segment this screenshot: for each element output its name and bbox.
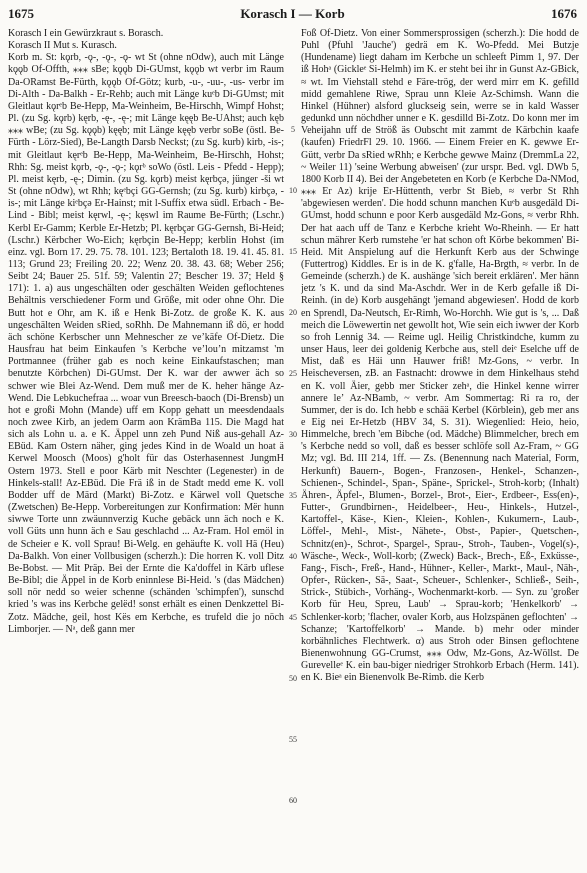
line-number: 45 xyxy=(289,613,297,622)
entry-korasch-2: Korasch II Mut s. Kurasch. xyxy=(8,40,117,52)
line-number: 40 xyxy=(289,552,297,561)
line-number: 55 xyxy=(289,735,297,744)
line-number: 35 xyxy=(289,491,297,500)
running-title: Korasch I — Korb xyxy=(240,6,345,21)
line-number: 5 xyxy=(291,125,295,134)
line-number: 15 xyxy=(289,247,297,256)
left-page-number: 1675 xyxy=(8,6,34,21)
entry-korb: Korb m. St: kǫrb, -ǫ-, -ǫ-, -ǫ- wt St (ohne nOdw), auch mit Länge kǫǫb Of-Offth, ⁎⁎⁎ sBe; kǫǫb Di-GUmst, kǫǫb wt verbr im Raum Da-ORamst Be-Fürth, kǫǫb Of-Götz; kurb, -u-, -uu-, -us- verbr im Di-Alth - Da-Balkh - Er-Rehb; auch mit Länge kuᵉb Di-GUmst; mit Gleitlaut kǫrᵉb Be-Hepp, Ma-Weinheim, Be-Hirschh, Wimpf Hohst; Pl. (zu Sg. kǫrb) kęrb, -ę-, -ę-; mit Länge kęęb Be-UAhst; auch kęb ⁎⁎⁎ wBe; (zu Sg. kǫǫb) kęęb; mit Länge kęęb verbr soBe (östl. Be-Fürth - Lörz-Sied), Be-Langth Darsb Neckst; (zu Sg. kurb) kirb, -is-; mit Gleitlaut kęrᵉb Be-Hepp, Ma-Weinheim, Be-Hirschh, Hohst; Rhh: Sg. meist kǫrb, -ǫ-, -ǫ-; kǫrᵇ soWo (östl. Leis - Pfedd - Hepp); Pl. meist kęrb, -ę-; Dimin. (zu Sg. kǫrb) meist kęrbçə, jünger -ši wt St (ohne nOdw), wt Rhh; kęᵉbçi GG-Gernsh; (zu Sg. kurb) kirbçə, -is-; mit Länge kiᵉbçə Er-Hainst; mit l-Suffix etwa südl. Erbach - Be-Lind - Bibl; meist kęrwl, -ę-; kęswl im Raume Be-Fürth; (Lschr.) Kerbl Er-Gamm; Kerble Er-Hetzb; Pl. kęrbçər GG-Gernsh, Bi-Heid; (Lschr.) Kërbcher Wo-Eich; kęrbçin Be-Hepp; kerblin Hohst (im einz. vgl. Born 17. 29. 75. 78. 101. 123; Bertaloth 18. 19. 41. 45. 81. 113; Grund 23; Freiling 20. 22; Wenz 20. 38. 43. 68; Weber 256; Seibt 24; Bauer 25. 51f. 59; Valentin 27; Bescher 19. 37; Held § 171): 1. a) aus ungeschälten oder geschälten Weiden geflochtenes Behältnis verschiedener Form und Größe, mit oder ohne Ohr. Die Butt hot e Ohr, am K. iß e Henk Bi-Zotz. de große K. K. aus ungeschälten Weiden sRied, soRhh. De Mahnemann iß dö, er hodd äch schöne Kerbscher unn Mehnescher ze veʼkäfe Of-Dietz. Die Hausfrau hat beim Einkaufen 's Kerbche veʼlouʼn mitzamst 'm Portmannee (früher gab es noch keine Einkaufstaschen; man benutzte Körbchen) Di-GUmst. Der K. war der awwer äch so schwer wie Blei Az-Wend. Dem muß mer de K. heher hänge Az-Wend. Die Lebkuchefraa ... woar vun Breesch-baoch (Di-Brensb) un hot e großi Mohn (Mande) uff em Kopp gehatt un meesdendaals noch zwee Kirb, an jedem Oarm aon KrämBa 115. Die Magd hat sich als Lohn u. a. e K. Äppel unn zeh Pund Niß aus-gehall Az-EBüd. Kam Ostern näher, ging jedes Kind in de Woald un hoat ä Kerwel Moosch (Moos) g'holt für das Osterhasennest JungmH Ostern 1973. Stell e poor Kärb mit Neschter (Legenester) in de Hinkels-stall! Az-EBüd. Die Frä iß in de Stadt medd eme K. voll Bodder uff de Märd (Markt) Bi-Zotz. e Kärwel voll Quetsche (Zwetschen) Be-Hepp. Vorbereitungen zur Konfirmation: Mër hunn siwwe Torte unn zwäunnverzig Kuche gebäck unn äch noch e K. voll Güts unn hunn äch e Sau geschlachd ... Az-Fram. Hol emöl in de Scheier e K. voll Sprau! Bi-Welg. en gehäufte K. voll Hä (Heu) Da-Balkh. Von einer Vollbusigen (scherzh.): Die horren K. voll Ditz Be-Bobst. — Mit Präp. Bei der Ernte die Ka'doffel in Kärb uflese Be-Bibl; die Äppel in de Korb eninnlese Bi-Heid. 's (das Mädchen) soll nör nedd so weier schenne (schänden 'schimpfen'), sunschd kried 's was ins Kerbche gelëd! sonst erhält es einen Denkzettel Bi-Zotz. Mädche, geil, host Kës em Kerbche, es trufeld die jo nöch Limborjer. — Nᵃ, deß gann mer xyxy=(8,52,284,635)
entry-korb-continued: Foß Of-Dietz. Von einer Sommersprossigen (scherzh.): Die hodd de Puhl (Pfuhl 'Jauche') gedrä em K. Wo-Pfedd. Mei Butzje (Hundename) liegt daham im Kerbche un schleeft Pimm 1, 97. Der iß Hohᵃ (Gickleᵉ Si-Helmh) im K. er steht bei ihr in Gunst Az-GBick, ≈ wt. Im Viehstall stehd e Färe-trög, der werd mirr em K. gefilld midd gemahlene Riwe, Sprau unn Kleie Az-Schimsh. Wann die Hinkel (Hühner) alsford gluckseig sein, werre se in kald Wasser gedunkd unn nöchdher unner e K. gesdilld Bi-Zotz. Do konn mer im Veheijahn uff de Ströß äs Oubscht mit zammt de Kärbchin kaafe (kaufen) FriedrFl 29. 10. 1966. — Einem Freier en K. gewwe Er-Gütt, verbr Da sRied wRhh; e Kerbche gewwe Mainz (DremmLa 22, ~ Weiler 11) 'seine Werbung abweisen' (zur urspr. Bed. vgl. DWb 5, 1800 Korb II 4). Bei der Angebeteten en Korb (e Kerbche Da-NMod, ⁎⁎⁎ Er Az) krije Er-Hüttenth, verbr St Bieb, ≈ verbr St Rhh 'abgewiesen werden'. Die hodd schunn manchen Kuᵉb ausgedäld Di-GUmst, hodd schunn e poor Kerb ausgedäld Mz-Gons, ≈ verbr Rhh. Der hat aach uff de Tanz e Kerbche krieht Wo-Rheinh. — Er hatt schun mährer Kerb rumstehe 'er hat schon oft Körbe bekommen' Bi-Heid. Mit Anspielung auf die Herkunft Kerb aus der Schwinge (Futtertrog) Kiddles. Er is in de K. g'falle, Ha-Brgth, ≈ verbr. In de Gemeinde (scherzh.) de K. aushänge 'sich bereit erklären'. Mer hänn jetz 's K. und da sind Ma-Aschdr. Wer in de Kerb gefalle iß Di-Reinh. (in de) Korb ausgehängt 'jemand abgewiesen'. Hodd de korb en Sprendl, Da-Neutsch, Er-Rimh, Wo-Horchh. Wie gut is 's, ... Daß meich die Löwewertin net gewollt hot, Wie sein eich iwwer der Korb so froh Lennig 34. — Reime ugl. Heilig Christkindche, kumm zu unser Haus, leer dei goldenig Kerbche aus, stell deiᵉ Eselche uff de Mist, daß es Häi unn Hauwer friß! Mz-Gons, ~ verbr. In Heischeversen, zB. an Fastnacht: drowwe in dem Hinkelhaus stehd en K. voll Äier, gebb mer Sticker zehᵃ, die Hinkel kenne wirrer annere leʼ Az-NBamb, ~ verbr. Am Sommertag: Ri ra ro, der Summer, der is do. Ich hebb e schää Kerbel (Körblein), geb mer ans e Eig nei Er-Hetzb (HBV 34, S. 31). Wiegenlied: Heio, heio, Himmelche, brech 'em Bibche (od. Mädche) Blimmelcher, brech em 's Kerbche nedd so voll, daß es besser schlöfe soll Az-Fram, ~ GG Mz; vgl. Bd. III 214, 1ff. — Zs. (Benennung nach Material, Form, Herkunft) Bauern-, Bogen-, Franzosen-, Henkel-, Schanzen-, Schienen-, Schindel-, Span-, Späne-, Sprickel-, Stroh-korb; (Inhalt) Ähren-, Äpfel-, Blumen-, Borzel-, Brot-, Eier-, Erdbeer-, Ess(en)-, Futter-, Grundbirnen-, Heidelbeer-, Heu-, Hinkels-, Hutzel-, Kartoffel-, Käse-, Kien-, Kleien-, Kohlen-, Kukumern-, Laub-, Löffel-, Mehl-, Mist-, Nähete-, Obst-, Papier-, Quetschen-, Schnitz(en)-, Schrot-, Spargel-, Sprau-, Stroh-, Tauben-, Vogel(s)-, Wäsche-, Weck-, Woll-korb; (Zweck) Back-, Brech-, Eß-, Exküsse-, Fang-, Fisch-, Freß-, Hand-, Hühner-, Keller-, Markt-, Maul-, Näh-, Opfer-, Rücken-, Sä-, Saat-, Scheuer-, Schlenker-, Schließ-, Seih-, Strick-, Stübich-, Vorhäng-, Wochenmarkt-korb. — Syn. zu 'großer Korb für Heu, Spreu, Laub' → Sprau-korb; 'Henkelkorb' → Schlenker-korb; 'flacher, ovaler Korb, aus Holzspänen geflochten' → Schanze; 'Kartoffelkorb' → Mande. b) mehr oder minder korbähnliches Flechtwerk. α) aus Stroh oder Binsen geflochtene Bienenwohnung GG-Crumst, ⁎⁎⁎ Odw, Mz-Gons, Az-Wöllst. De Gurevelleᵉ K. ein bau-biger niedriger Strohkorb Erbach (Herm. 141). en K. Bieᵃ ein Bienenvolk Be-Rimb. die Kerb xyxy=(301,28,579,684)
right-column xyxy=(301,28,579,867)
line-number: 10 xyxy=(289,186,297,195)
right-page-number: 1676 xyxy=(551,6,577,21)
line-number: 50 xyxy=(289,674,297,683)
line-number: 60 xyxy=(289,796,297,805)
line-number: 30 xyxy=(289,430,297,439)
page-header xyxy=(8,6,577,24)
line-number: 20 xyxy=(289,308,297,317)
line-number: 25 xyxy=(289,369,297,378)
left-column xyxy=(8,28,284,867)
entry-korasch-1: Korasch I ein Gewürzkraut s. Borasch. xyxy=(8,28,164,39)
